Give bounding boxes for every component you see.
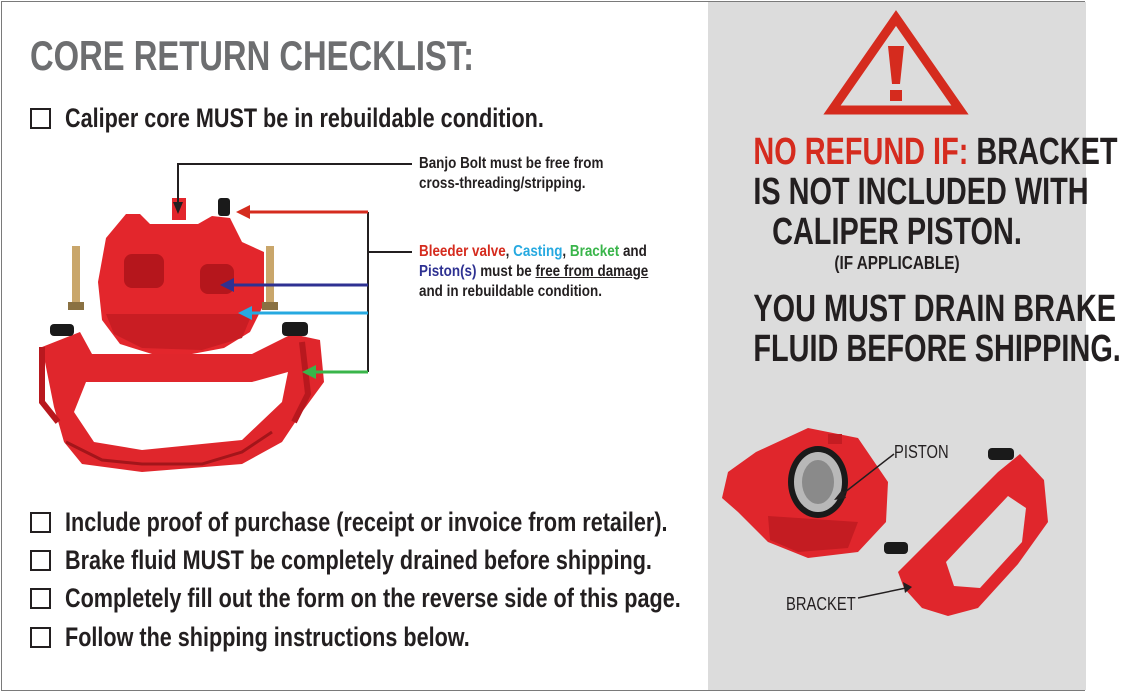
piston-callout: PISTON bbox=[894, 442, 949, 462]
checklist-item-label: Caliper core MUST be in rebuildable condition. bbox=[65, 103, 544, 133]
drain-warning bbox=[708, 288, 1121, 370]
banjo-note-line: Banjo Bolt must be free from bbox=[419, 155, 604, 172]
checklist-item-shipping[interactable] bbox=[30, 622, 571, 653]
casting-label: Casting bbox=[513, 243, 563, 260]
core-return-sheet bbox=[1, 1, 1121, 691]
parts-note-line: and in rebuildable condition. bbox=[419, 283, 602, 300]
must-be-text: must be bbox=[476, 263, 536, 280]
parts-damage-note bbox=[419, 242, 648, 302]
checklist-item-proof[interactable] bbox=[30, 507, 818, 538]
checklist-item-label: Completely fill out the form on the reverse side of this page. bbox=[65, 583, 681, 613]
warning-line: CALIPER PISTON. bbox=[772, 211, 1022, 253]
bleeder-label: Bleeder valve bbox=[419, 243, 506, 260]
separator: , bbox=[505, 243, 514, 260]
checklist-item-label: Include proof of purchase (receipt or invoice from retailer). bbox=[65, 507, 668, 537]
free-from-damage-text: free from damage bbox=[535, 263, 649, 280]
bracket-leader bbox=[858, 582, 912, 598]
bracket-callout: BRACKET bbox=[786, 594, 856, 614]
checklist-item-label: Follow the shipping instructions below. bbox=[65, 622, 470, 652]
warning-triangle-icon bbox=[826, 12, 966, 116]
checkbox-icon[interactable] bbox=[30, 550, 51, 571]
bleeder-arrow bbox=[236, 205, 368, 219]
pistons-label: Piston(s) bbox=[419, 263, 477, 280]
parts-note-line bbox=[419, 242, 648, 262]
checklist-panel bbox=[2, 2, 708, 690]
checklist-item-drain[interactable] bbox=[30, 545, 799, 576]
no-refund-warning bbox=[708, 131, 1118, 274]
warning-panel bbox=[708, 2, 1121, 690]
separator: , bbox=[562, 243, 570, 260]
checkbox-icon[interactable] bbox=[30, 512, 51, 533]
bracket-part bbox=[884, 448, 1048, 616]
bracket-arrow bbox=[302, 365, 368, 379]
no-refund-label: NO REFUND IF: bbox=[753, 131, 969, 173]
caliper-with-piston bbox=[722, 428, 888, 558]
bracket-word: BRACKET bbox=[968, 131, 1118, 173]
conjunction: and bbox=[619, 243, 647, 260]
banjo-note-line: cross-threading/stripping. bbox=[419, 175, 586, 192]
warning-line: YOU MUST DRAIN BRAKE bbox=[753, 288, 1116, 330]
if-applicable-note: (IF APPLICABLE) bbox=[834, 253, 960, 273]
checkbox-icon[interactable] bbox=[30, 627, 51, 648]
caliper-body-part bbox=[68, 198, 278, 354]
banjo-bolt-note bbox=[419, 154, 603, 194]
banjo-leader bbox=[173, 164, 412, 214]
checklist-item-label: Brake fluid MUST be completely drained before shipping. bbox=[65, 545, 652, 575]
page-title: CORE RETURN CHECKLIST: bbox=[30, 32, 475, 79]
parts-note-line bbox=[419, 262, 648, 282]
checkbox-icon[interactable] bbox=[30, 588, 51, 609]
bracket-label: Bracket bbox=[569, 243, 620, 260]
warning-line bbox=[753, 131, 1118, 173]
warning-line: FLUID BEFORE SHIPPING. bbox=[753, 328, 1121, 370]
parts-bracket-line bbox=[368, 212, 412, 372]
warning-line: IS NOT INCLUDED WITH bbox=[753, 171, 1089, 213]
